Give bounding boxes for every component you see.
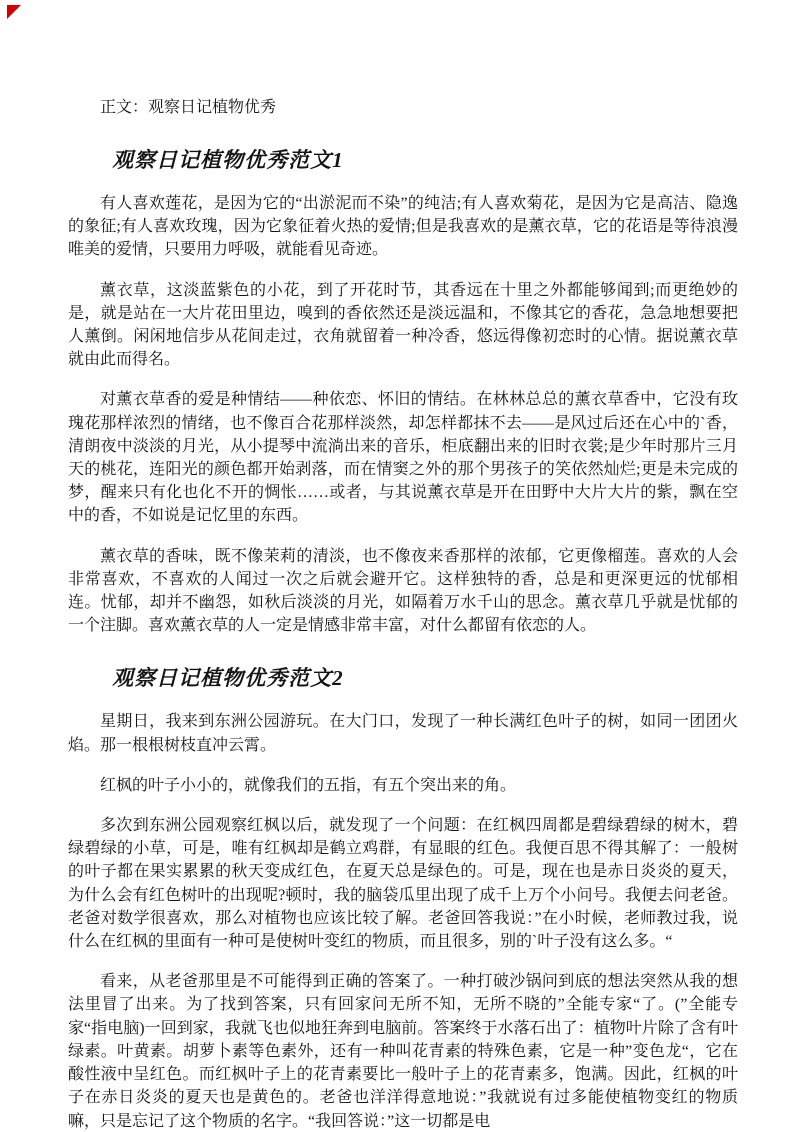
section-2-paragraph-4: 看来，从老爸那里是不可能得到正确的答案了。一种打破沙锅问到底的想法突然从我的想法里冒了出来。为了找到答案，只有回家问无所不知，无所不晓的”全能专家“了。(”全能专家“指电脑)一回到家，我就飞也似地狂奔到电脑前。答案终于水落石出了：植物叶片除了含有叶绿素。叶黄素。胡萝卜素等色素外，还有一种叫花青素的特殊色素，它是一种”变色龙“，它在酸性液中呈红色。而红枫叶子上的花青素要比一般叶子上的花青素多，饱满。因此，红枫的叶子在赤日炎炎的夏天也是黄色的。老爸也洋洋得意地说：”我就说有过多能使植物变红的物质嘛，只是忘记了这个物质的名字。“我回答说：”这一切都是电 (68, 973, 738, 1130)
section-2-paragraph-3: 多次到东洲公园观察红枫以后，就发现了一个问题：在红枫四周都是碧绿碧绿的树木，碧绿碧绿的小草，可是，唯有红枫却是鹤立鸡群，有显眼的红色。我便百思不得其解了：一般树的叶子都在果实累累的秋天变成红色，在夏天总是绿色的。可是，现在也是赤日炎炎的夏天，为什么会有红色树叶的出现呢?顿时，我的脑袋瓜里出现了成千上万个小问号。我便去问老爸。老爸对数学很喜欢，那么对植物也应该比较了解。老爸回答我说：”在小时候，老师教过我，说什么在红枫的里面有一种可是使树叶变红的物质，而且很多，别的`叶子没有这么多。“ (68, 817, 738, 951)
section-2-paragraph-2: 红枫的叶子小小的，就像我们的五指，有五个突出来的角。 (100, 776, 517, 794)
corner-flag-icon (7, 5, 21, 19)
section-1-paragraph-2: 薰衣草，这淡蓝紫色的小花，到了开花时节，其香远在十里之外都能够闻到;而更绝妙的是，就是站在一大片花田里边，嗅到的香依然还是淡远温和，不像其它的香花，急急地想要把人薰倒。闲闲地信步从花间走过，衣角就留着一种冷香，悠远得像初恋时的心情。据说薰衣草就由此而得名。 (68, 281, 738, 369)
section-1-paragraph-4: 薰衣草的香味，既不像茉莉的清淡，也不像夜来香那样的浓郁，它更像榴莲。喜欢的人会非常喜欢，不喜欢的人闻过一次之后就会避开它。这样独特的香，总是和更深更远的忧郁相连。忧郁，却并不幽怨，如秋后淡淡的月光，如隔着万水千山的思念。薰衣草几乎就是忧郁的一个注脚。喜欢薰衣草的人一定是情感非常丰富，对什么都留有依恋的人。 (68, 547, 738, 635)
section-2-paragraph-1: 星期日，我来到东洲公园游玩。在大门口，发现了一种长满红色叶子的树，如同一团团火焰。那一根根树枝直冲云霄。 (68, 713, 738, 754)
body-text-label: 正文：观察日记植物优秀 (100, 99, 277, 116)
section-1-paragraph-1: 有人喜欢莲花，是因为它的“出淤泥而不染”的纯洁;有人喜欢菊花，是因为它是高洁、隐逸的象征;有人喜欢玫瑰，因为它象征着火热的爱情;但是我喜欢的是薰衣草，它的花语是等待浪漫唯美的爱情，只要用力呼吸，就能看见奇迹。 (68, 195, 738, 259)
section-1-heading: 观察日记植物优秀范文1 (112, 148, 344, 172)
section-1-paragraph-3: 对薰衣草香的爱是种情结——种依恋、怀旧的情结。在林林总总的薰衣草香中，它没有玫瑰花那样浓烈的情绪，也不像百合花那样淡然，却怎样都抹不去——是风过后还在心中的`香，清朗夜中淡淡的月光，从小提琴中流淌出来的音乐，柜底翻出来的旧时衣裳;是少年时那片三月天的桃花，连阳光的颜色都开始剥落，而在情窦之外的那个男孩子的笑依然灿烂;更是未完成的梦，醒来只有化也化不开的惆怅……或者，与其说薰衣草是开在田野中大片大片的紫，飘在空中的香，不如说是记忆里的东西。 (68, 391, 738, 525)
section-2-heading: 观察日记植物优秀范文2 (112, 666, 344, 691)
